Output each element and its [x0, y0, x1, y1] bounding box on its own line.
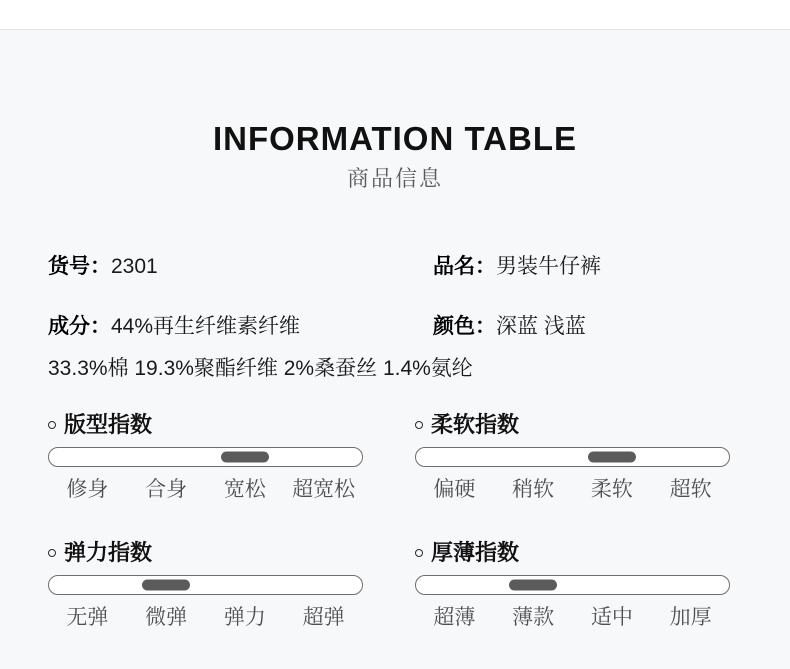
ring-bullet-icon — [48, 421, 56, 429]
slider-label: 柔软 — [590, 478, 633, 501]
stretch-slider-track — [48, 575, 363, 595]
color — [433, 314, 742, 340]
section-title: 柔软指数 — [431, 412, 520, 437]
page-subtitle: 商品信息 — [346, 166, 443, 191]
item-number — [48, 254, 433, 280]
composition-extra: 33.3%棉 19.3%聚酯纤维 2%桑蚕丝 1.4%氨纶 — [48, 357, 473, 380]
color-label: 颜色： — [433, 315, 496, 338]
section-heading — [415, 540, 730, 566]
section-title: 厚薄指数 — [431, 540, 520, 565]
ring-bullet-icon — [415, 421, 423, 429]
section-thickness-index — [415, 540, 730, 630]
section-title: 弹力指数 — [64, 540, 153, 565]
softness-slider-track — [415, 447, 730, 467]
slider-label: 弹力 — [223, 606, 266, 629]
slider-label: 薄款 — [512, 606, 555, 629]
section-heading — [48, 412, 363, 438]
composition — [48, 314, 433, 340]
thickness-slider-labels — [415, 605, 730, 630]
softness-slider-labels — [415, 477, 730, 502]
slider-label: 超软 — [669, 478, 712, 501]
info-row-2 — [48, 314, 742, 340]
slider-label: 宽松 — [223, 478, 266, 501]
section-title: 版型指数 — [64, 412, 153, 437]
slider-label: 合身 — [145, 478, 188, 501]
fit-slider-track — [48, 447, 363, 467]
product-info-block — [48, 254, 742, 382]
slider-label: 微弹 — [145, 606, 188, 629]
top-white-band — [0, 0, 790, 30]
ring-bullet-icon — [415, 549, 423, 557]
slider-label: 超弹 — [302, 606, 345, 629]
slider-label: 修身 — [66, 478, 109, 501]
composition-value: 44%再生纤维素纤维 — [111, 315, 301, 338]
page-title: INFORMATION TABLE — [212, 120, 578, 157]
product-name-value: 男装牛仔裤 — [496, 255, 601, 278]
slider-indicator — [221, 452, 269, 463]
stretch-slider-labels — [48, 605, 363, 630]
slider-label: 加厚 — [669, 606, 712, 629]
info-row-1 — [48, 254, 742, 280]
section-heading — [415, 412, 730, 438]
section-stretch-index — [48, 540, 363, 630]
section-heading — [48, 540, 363, 566]
product-information-panel — [0, 30, 790, 669]
section-fit-index — [48, 412, 363, 502]
index-sections-grid — [48, 412, 730, 630]
slider-label: 超薄 — [433, 606, 476, 629]
slider-indicator — [142, 580, 190, 591]
composition-label: 成分： — [48, 315, 111, 338]
slider-indicator — [588, 452, 636, 463]
product-name — [433, 254, 742, 280]
slider-label: 超宽松 — [292, 478, 356, 501]
item-number-value: 2301 — [111, 255, 158, 278]
slider-indicator — [509, 580, 557, 591]
slider-label: 无弹 — [66, 606, 109, 629]
item-number-label: 货号： — [48, 255, 111, 278]
fit-slider-labels — [48, 477, 363, 502]
slider-label: 偏硬 — [433, 478, 476, 501]
slider-label: 稍软 — [512, 478, 555, 501]
product-name-label: 品名： — [433, 255, 496, 278]
section-softness-index — [415, 412, 730, 502]
thickness-slider-track — [415, 575, 730, 595]
ring-bullet-icon — [48, 549, 56, 557]
color-value: 深蓝 浅蓝 — [496, 315, 586, 338]
slider-label: 适中 — [590, 606, 633, 629]
